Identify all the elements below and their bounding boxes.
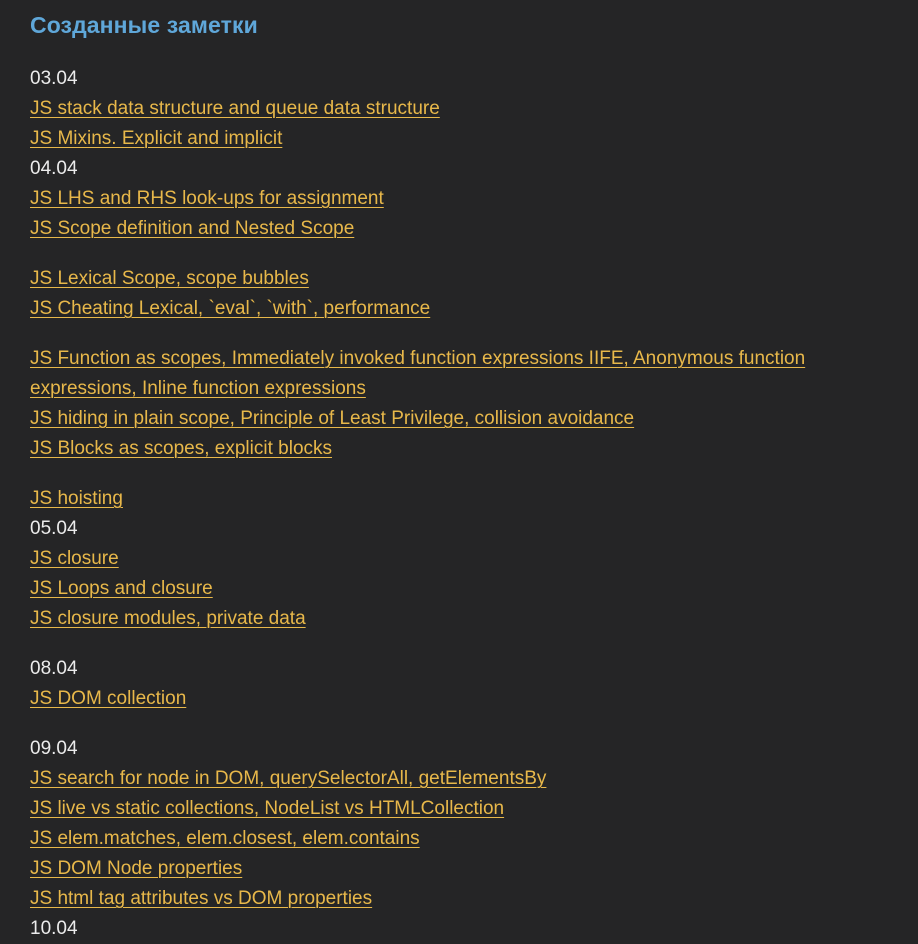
notes-list [30,64,890,944]
note-link[interactable]: JS hiding in plain scope, Principle of Least Privilege, collision avoidance [30,408,635,429]
note-link[interactable]: JS closure [30,548,119,569]
date-label: 04.04 [30,158,78,179]
note-link[interactable]: JS Mixins. Explicit and implicit [30,128,283,149]
spacer [30,464,890,484]
spacer [30,634,890,654]
note-link[interactable]: JS Cheating Lexical, `eval`, `with`, performance [30,298,431,319]
note-link[interactable]: JS LHS and RHS look-ups for assignment [30,188,384,209]
note-link[interactable]: JS DOM collection [30,688,187,709]
note-link[interactable]: JS Scope definition and Nested Scope [30,218,355,239]
date-label: 03.04 [30,68,78,89]
note-link[interactable]: JS elem.matches, elem.closest, elem.contains [30,828,420,849]
date-label: 09.04 [30,738,78,759]
note-link[interactable]: JS live vs static collections, NodeList vs HTMLCollection [30,798,505,819]
note-link[interactable]: JS html tag attributes vs DOM properties [30,888,373,909]
spacer [30,324,890,344]
spacer [30,244,890,264]
date-label: 05.04 [30,518,78,539]
note-link[interactable]: JS Lexical Scope, scope bubbles [30,268,309,289]
spacer [30,714,890,734]
note-link[interactable]: JS Blocks as scopes, explicit blocks [30,438,333,459]
note-link[interactable]: JS DOM Node properties [30,858,243,879]
note-link[interactable]: JS search for node in DOM, querySelectorAll, getElementsBy [30,768,547,789]
page-title: Созданные заметки [30,12,258,38]
date-label: 08.04 [30,658,78,679]
note-link[interactable]: JS Function as scopes, Immediately invoked function expressions IIFE, Anonymous function expressions, Inline function expressions [30,348,806,399]
note-link[interactable]: JS hoisting [30,488,123,509]
note-link[interactable]: JS Loops and closure [30,578,213,599]
note-link[interactable]: JS stack data structure and queue data structure [30,98,440,119]
note-link[interactable]: JS closure modules, private data [30,608,306,629]
date-label: 10.04 [30,918,78,939]
